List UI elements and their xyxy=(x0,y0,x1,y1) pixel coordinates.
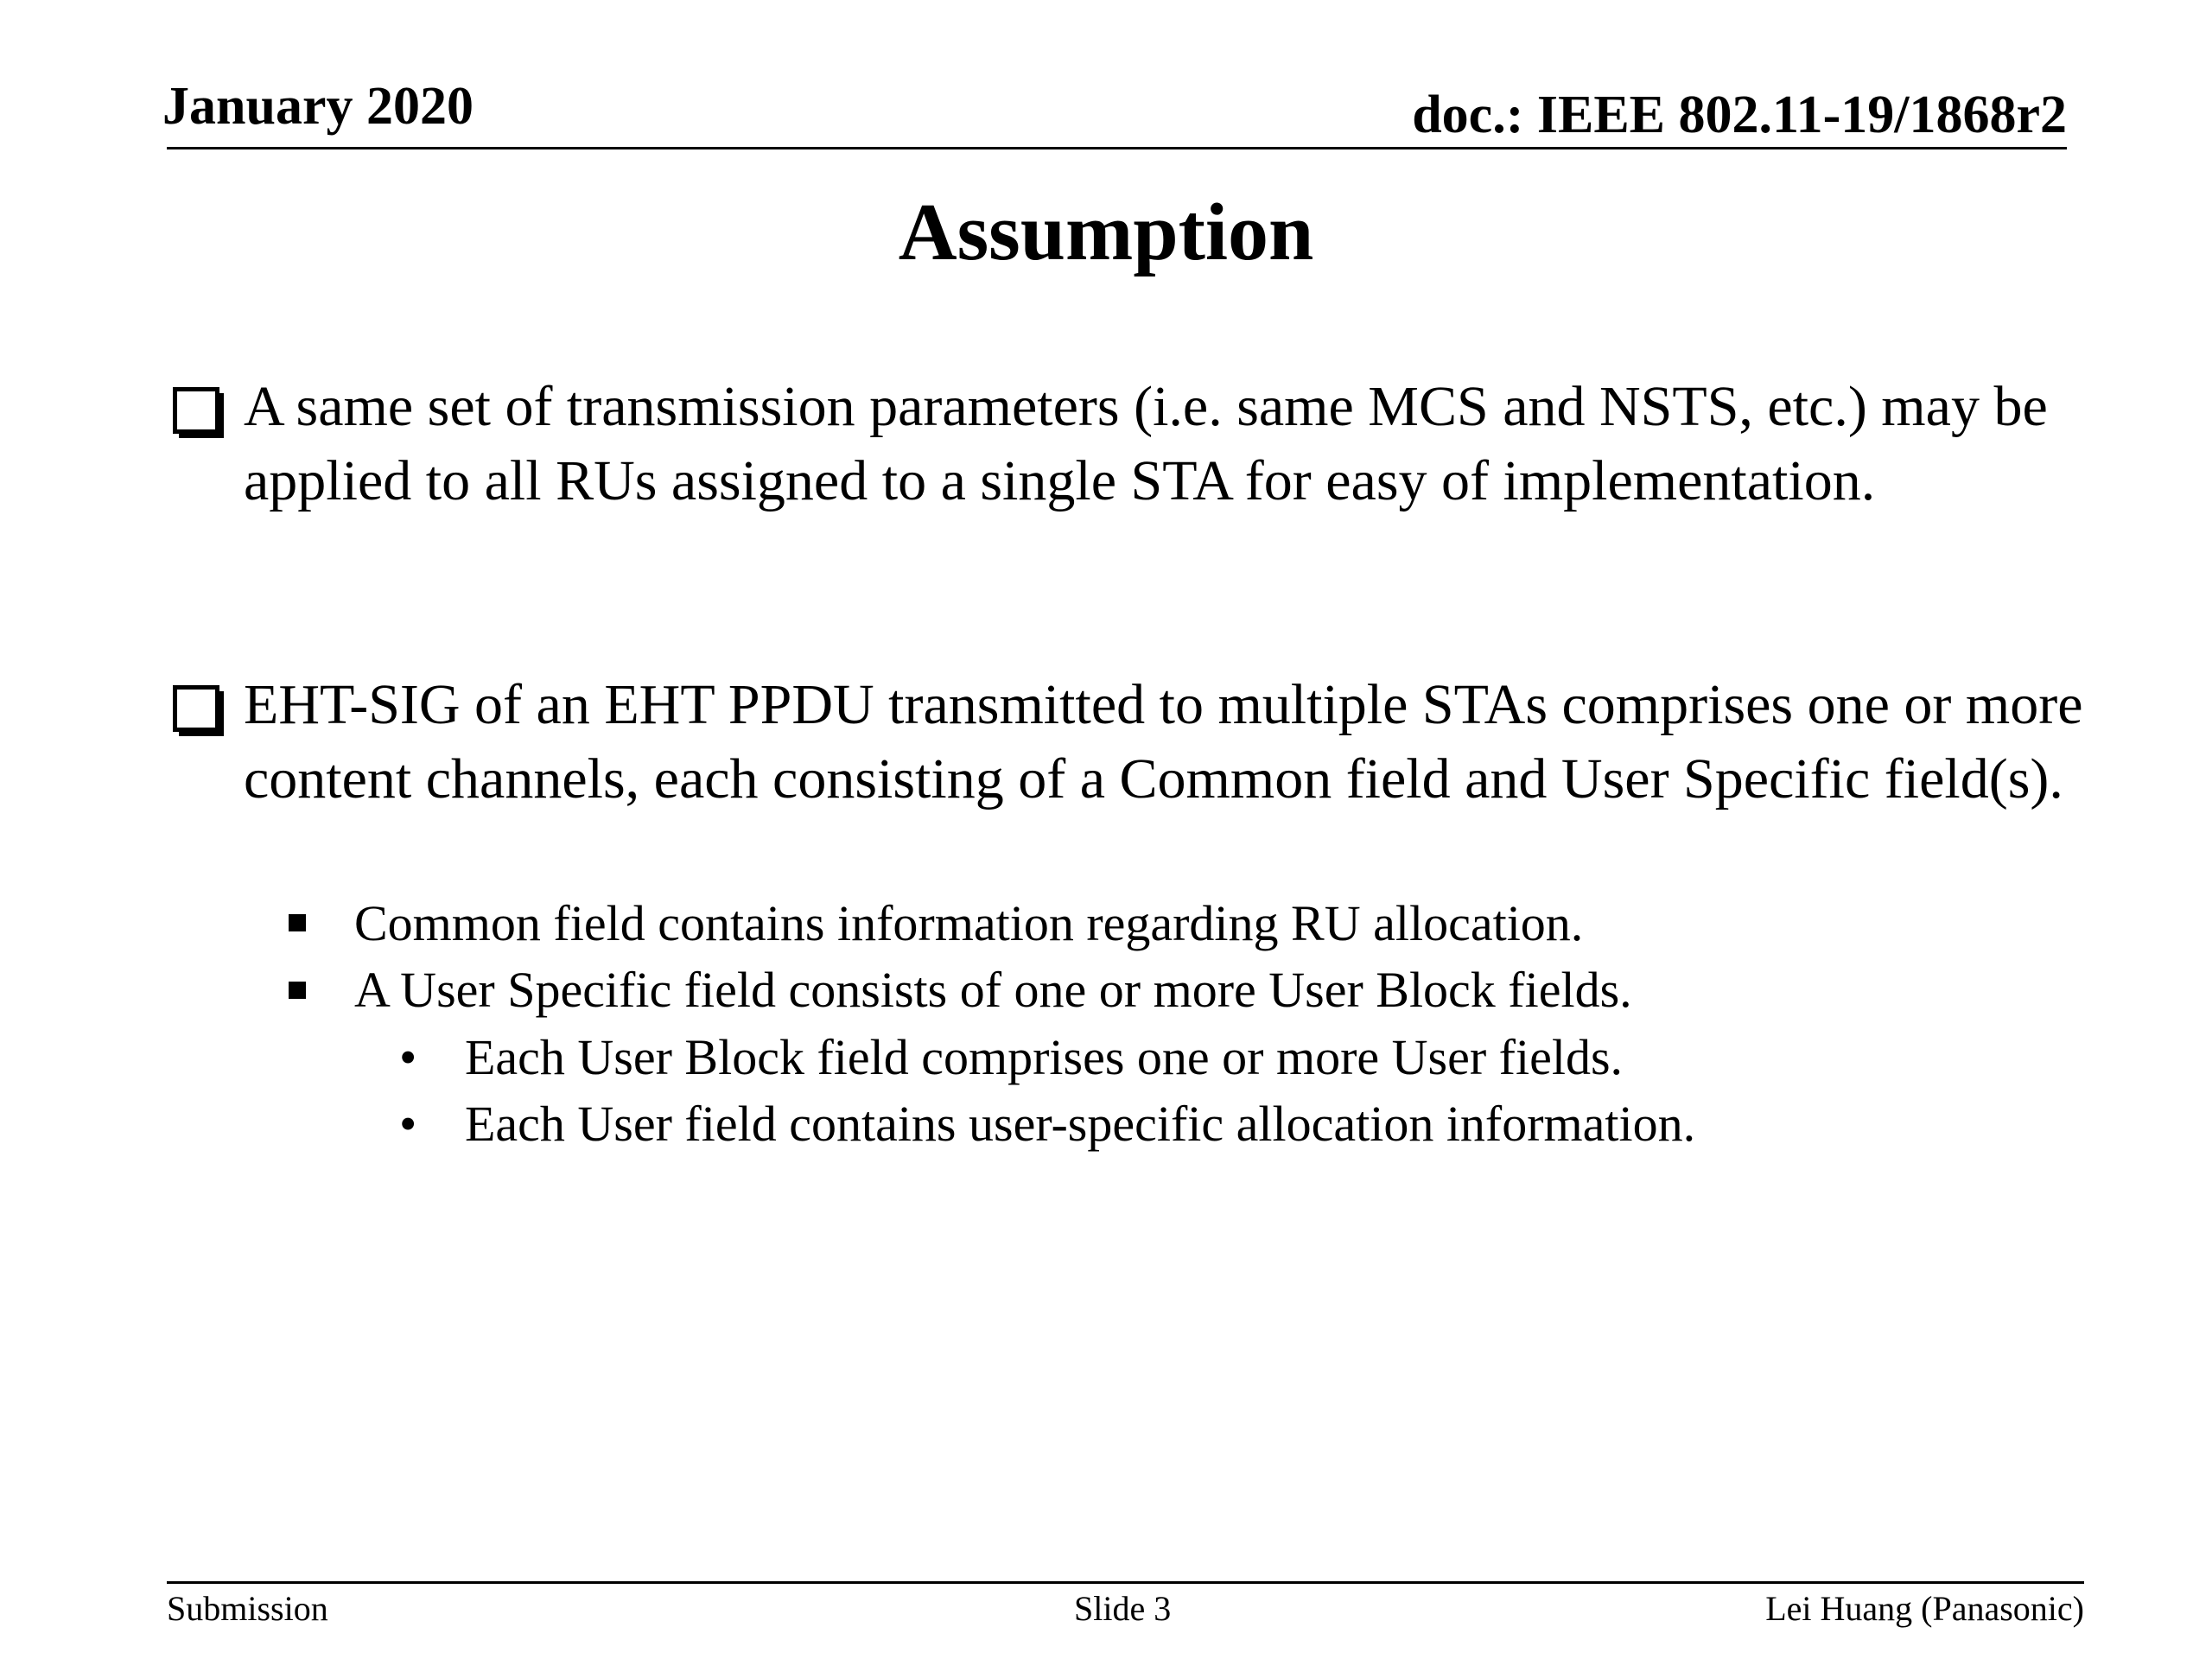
sub-bullet-common-field: Common field contains information regarding RU allocation. xyxy=(354,895,1584,951)
dot-bullet-icon: • xyxy=(399,1029,417,1085)
footer-author: Lei Huang (Panasonic) xyxy=(1765,1589,2084,1628)
footer-slide-number: Slide 3 xyxy=(1074,1589,1172,1628)
square-bullet-icon xyxy=(289,982,306,999)
footer-submission: Submission xyxy=(167,1589,328,1628)
header-divider xyxy=(167,147,2067,149)
sub-sub-bullet-user-field: Each User field contains user-specific allocation information. xyxy=(465,1096,1696,1152)
header-date: January 2020 xyxy=(162,77,474,136)
bullet-2-text: EHT-SIG of an EHT PPDU transmitted to multiple STAs comprises one or more content channels, each consisting of a Common field and User Specific field(s). xyxy=(244,673,2083,810)
slide-title: Assumption xyxy=(898,188,1314,277)
footer-divider xyxy=(167,1581,2084,1584)
sub-bullet-user-specific-field: A User Specific field consists of one or more User Block fields. xyxy=(354,962,1632,1018)
sub-sub-bullet-user-block: Each User Block field comprises one or more User fields. xyxy=(465,1029,1624,1085)
bullet-1-text: A same set of transmission parameters (i.e. same MCS and NSTS, etc.) may be applied to all RUs assigned to a single STA for easy of implementation. xyxy=(244,375,2048,512)
checkbox-bullet-icon xyxy=(173,387,219,434)
square-bullet-icon xyxy=(289,914,306,931)
checkbox-bullet-icon xyxy=(173,685,219,732)
header-doc-id: doc.: IEEE 802.11-19/1868r2 xyxy=(1412,86,2067,144)
dot-bullet-icon: • xyxy=(399,1096,417,1152)
